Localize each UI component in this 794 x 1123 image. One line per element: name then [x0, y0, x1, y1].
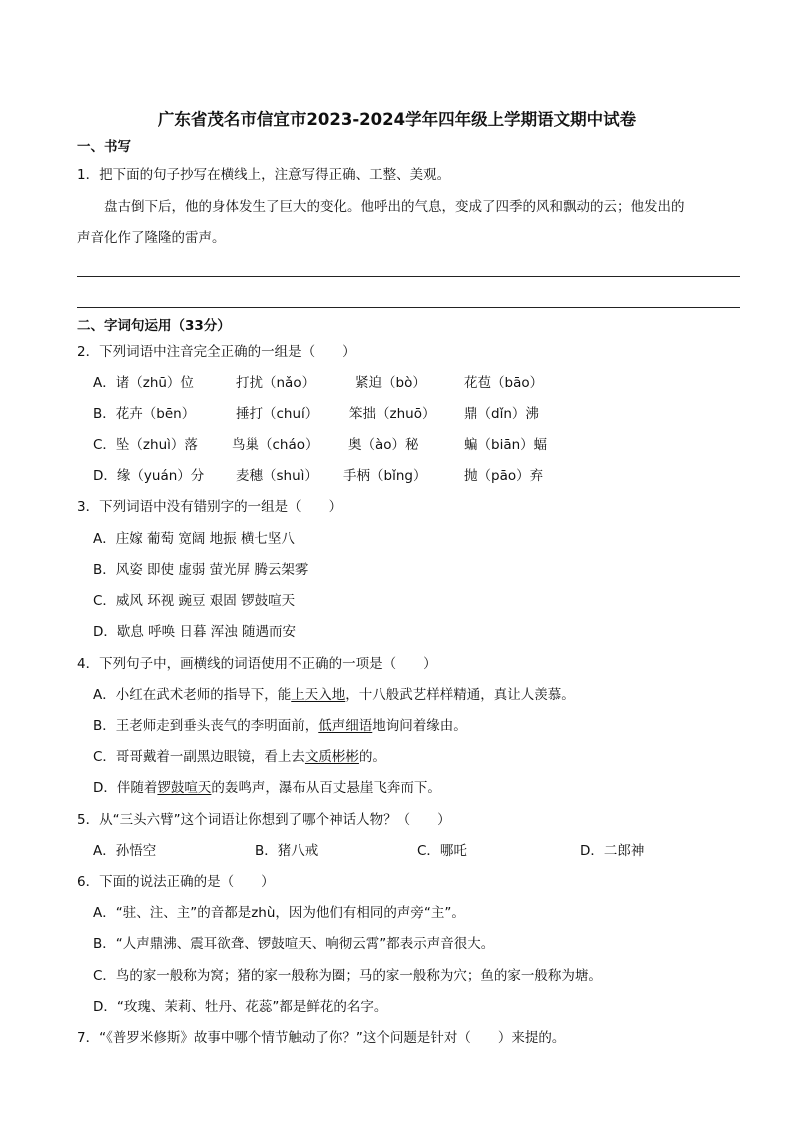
q4-a-underlined: 上天入地	[291, 687, 346, 703]
q2-c-1: C．坠（zhuì）落	[93, 437, 198, 453]
q5-option-a[interactable]: A．孙悟空	[93, 843, 157, 859]
answer-line-2[interactable]	[77, 307, 740, 308]
q2-a-4: 花苞（bāo）	[464, 375, 544, 391]
q4-option-b[interactable]	[93, 717, 467, 735]
q4-d-underlined: 锣鼓喧天	[157, 780, 212, 796]
q4-option-d[interactable]	[93, 779, 441, 797]
q4-option-a[interactable]	[93, 686, 575, 704]
q6-option-d[interactable]: D．“玫瑰、茉莉、牡丹、花蕊”都是鲜花的名字。	[93, 999, 388, 1015]
q5-option-b[interactable]: B．猪八戒	[255, 843, 319, 859]
q4-b-post: 地询问着缘由。	[372, 718, 467, 734]
q2-b-4: 鼎（dǐn）沸	[464, 406, 539, 422]
q2-b-1: B．花卉（bēn）	[93, 406, 196, 422]
q2-a-1: A．诸（zhū）位	[93, 375, 194, 391]
q4-c-pre: C．哥哥戴着一副黑边眼镜，看上去	[93, 749, 305, 765]
q2-a-2: 打扰（nǎo）	[236, 375, 316, 391]
question-1-stem: 1．把下面的句子抄写在横线上，注意写得正确、工整、美观。	[77, 167, 451, 183]
q4-b-pre: B．王老师走到垂头丧气的李明面前，	[93, 718, 319, 734]
section-heading-writing: 一、书写	[77, 139, 131, 155]
q4-c-post: 的。	[358, 749, 386, 765]
q2-d-2: 麦穗（shuì）	[236, 468, 318, 484]
question-3-stem: 3．下列词语中没有错别字的一组是（ ）	[77, 499, 343, 515]
q2-c-3: 奥（ào）秘	[348, 437, 419, 453]
q2-d-4: 抛（pāo）弃	[464, 468, 544, 484]
q4-a-post: ，十八般武艺样样精通，真让人羡慕。	[345, 687, 575, 703]
q2-c-2: 鸟巢（cháo）	[232, 437, 319, 453]
q4-d-post: 的轰鸣声，瀑布从百丈悬崖飞奔而下。	[211, 780, 441, 796]
q6-option-a[interactable]: A．“驻、注、主”的音都是zhù，因为他们有相同的声旁“主”。	[93, 905, 465, 921]
q4-a-pre: A．小红在武术老师的指导下，能	[93, 687, 292, 703]
passage-line-2: 声音化作了隆隆的雷声。	[77, 230, 226, 246]
exam-title: 广东省茂名市信宜市2023-2024学年四年级上学期语文期中试卷	[157, 110, 637, 129]
q4-c-underlined: 文质彬彬	[304, 749, 359, 765]
q2-b-3: 笨拙（zhuō）	[349, 406, 436, 422]
q2-b-2: 捶打（chuí）	[236, 406, 319, 422]
answer-line-1[interactable]	[77, 276, 740, 277]
passage-line-1: 盘古倒下后，他的身体发生了巨大的变化。他呼出的气息，变成了四季的风和飘动的云；他发出的	[104, 199, 685, 215]
q2-d-1: D．缘（yuán）分	[93, 468, 205, 484]
q5-option-c[interactable]: C．哪吒	[417, 843, 467, 859]
q3-option-d[interactable]: D．歇息 呼唤 日暮 浑浊 随遇而安	[93, 624, 297, 640]
q6-option-c[interactable]: C．鸟的家一般称为窝；猪的家一般称为圈；马的家一般称为穴；鱼的家一般称为塘。	[93, 968, 602, 984]
question-5-stem: 5．从“三头六臂”这个词语让你想到了哪个神话人物？（ ）	[77, 812, 451, 828]
q2-c-4: 蝙（biān）蝠	[464, 437, 548, 453]
q4-d-pre: D．伴随着	[93, 780, 158, 796]
section-heading-words: 二、字词句运用（33分）	[77, 318, 231, 334]
q2-d-3: 手柄（bǐng）	[343, 468, 427, 484]
q3-option-c[interactable]: C．威风 环视 豌豆 艰固 锣鼓喧天	[93, 593, 296, 609]
question-6-stem: 6．下面的说法正确的是（ ）	[77, 874, 275, 890]
q3-option-b[interactable]: B．风姿 即使 虚弱 萤光屏 腾云架雾	[93, 562, 309, 578]
question-4-stem: 4．下列句子中，画横线的词语使用不正确的一项是（ ）	[77, 656, 437, 672]
q4-b-underlined: 低声细语	[318, 718, 373, 734]
question-7-stem: 7．“《普罗米修斯》故事中哪个情节触动了你？”这个问题是针对（ ）来提的。	[77, 1030, 566, 1046]
question-2-stem: 2．下列词语中注音完全正确的一组是（ ）	[77, 344, 356, 360]
q3-option-a[interactable]: A．庄嫁 葡萄 宽阔 地振 横七坚八	[93, 531, 295, 547]
q4-option-c[interactable]	[93, 748, 386, 766]
q5-option-d[interactable]: D．二郎神	[580, 843, 645, 859]
q2-a-3: 紧迫（bò）	[355, 375, 426, 391]
q6-option-b[interactable]: B．“人声鼎沸、震耳欲聋、锣鼓喧天、响彻云霄”都表示声音很大。	[93, 936, 495, 952]
